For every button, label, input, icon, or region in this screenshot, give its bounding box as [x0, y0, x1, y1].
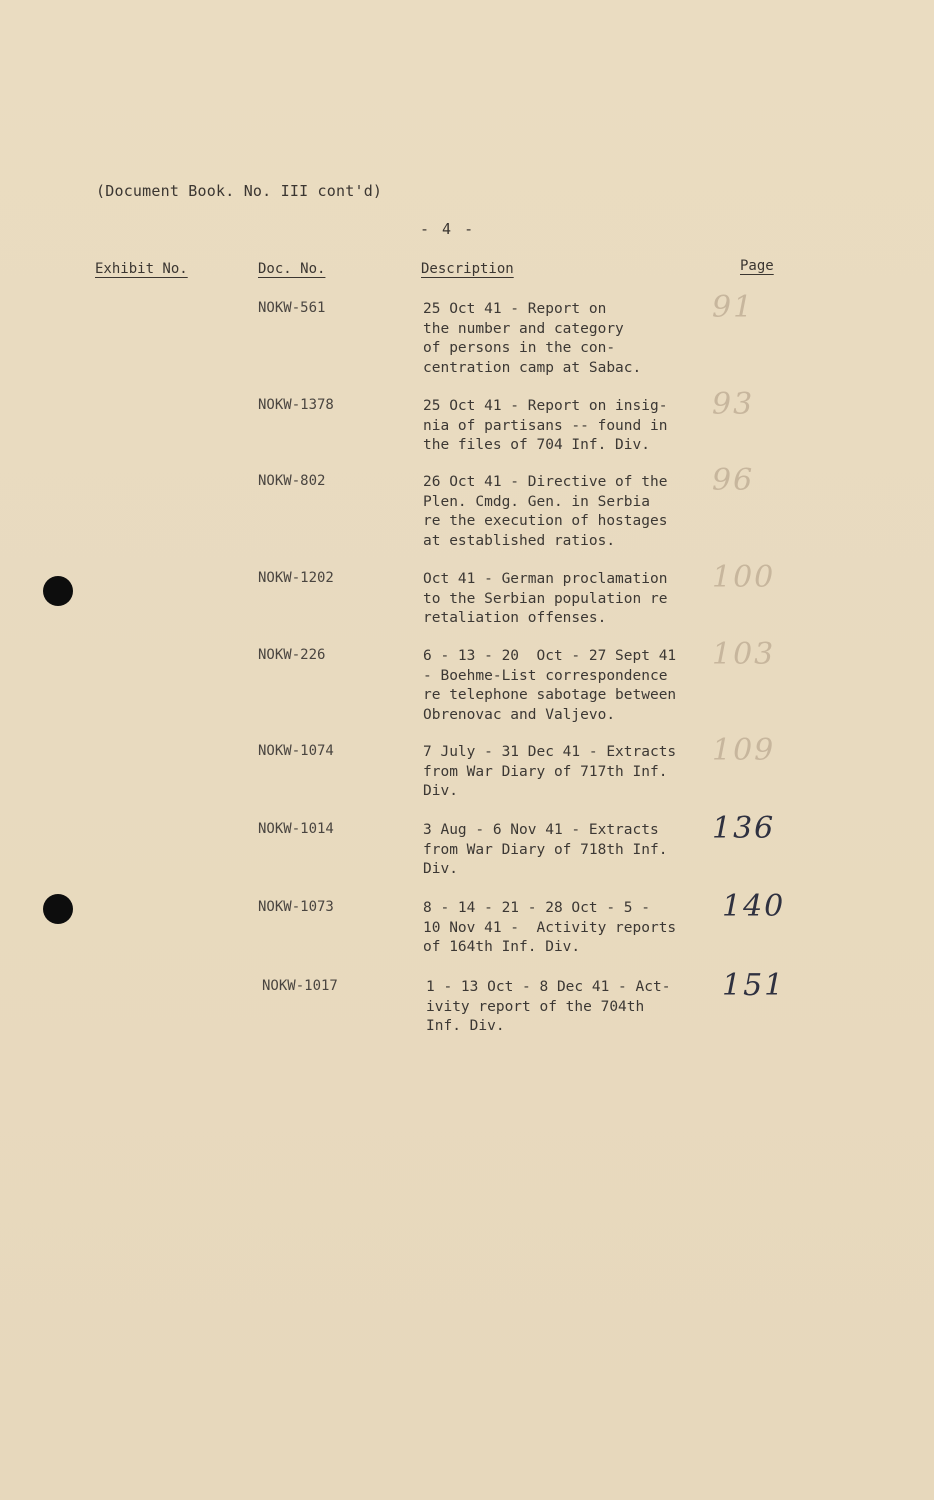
- punch-hole: [43, 894, 73, 924]
- handwritten-page-number: 93: [712, 387, 755, 422]
- description-line: 10 Nov 41 - Activity reports: [423, 919, 677, 936]
- doc-number: NOKW-1074: [258, 743, 334, 759]
- column-header-page: Page: [740, 258, 774, 274]
- description-line: Div.: [423, 861, 458, 877]
- handwritten-page-number: 100: [712, 560, 776, 595]
- column-header-description: Description: [421, 261, 514, 277]
- description-line: of persons in the con-: [423, 340, 616, 356]
- description-line: of 164th Inf. Div.: [423, 939, 581, 955]
- handwritten-page-number: 136: [712, 811, 776, 846]
- doc-number: NOKW-1014: [258, 821, 334, 837]
- description-line: at established ratios.: [423, 532, 616, 549]
- page-number: - 4 -: [420, 220, 476, 238]
- description-line: - Boehme-List correspondence: [423, 667, 668, 684]
- handwritten-page-number: 151: [722, 968, 786, 1003]
- description-line: centration camp at Sabac.: [423, 359, 642, 376]
- description: [423, 397, 723, 456]
- column-header-doc-no: Doc. No.: [258, 261, 326, 277]
- punch-hole: [43, 576, 73, 606]
- description-line: 8 - 14 - 21 - 28 Oct - 5 -: [423, 900, 650, 916]
- doc-number: NOKW-226: [258, 647, 326, 663]
- handwritten-page-number: 91: [712, 290, 755, 325]
- description-line: nia of partisans -- found in: [423, 417, 668, 434]
- description: [423, 647, 723, 725]
- description: [426, 978, 726, 1037]
- description-line: to the Serbian population re: [423, 590, 668, 607]
- doc-number: NOKW-1073: [258, 899, 334, 915]
- description: [423, 743, 723, 802]
- description-line: 3 Aug - 6 Nov 41 - Extracts: [423, 822, 659, 838]
- description-line: re telephone sabotage between: [423, 687, 677, 703]
- description: [423, 899, 723, 958]
- description-line: the files of 704 Inf. Div.: [423, 437, 650, 453]
- continuation-header: (Document Book. No. III cont'd): [96, 182, 383, 200]
- description-line: 7 July - 31 Dec 41 - Extracts: [423, 744, 677, 760]
- handwritten-page-number: 96: [712, 463, 755, 498]
- description-line: from War Diary of 717th Inf.: [423, 763, 668, 780]
- description-line: 25 Oct 41 - Report on: [423, 301, 607, 317]
- description: [423, 570, 723, 629]
- description-line: Plen. Cmdg. Gen. in Serbia: [423, 493, 650, 510]
- description: [423, 300, 723, 378]
- description-line: from War Diary of 718th Inf.: [423, 841, 668, 858]
- description-line: Oct 41 - German proclamation: [423, 571, 668, 587]
- doc-number: NOKW-1017: [262, 978, 338, 994]
- description-line: the number and category: [423, 320, 624, 337]
- doc-number: NOKW-561: [258, 300, 326, 316]
- doc-number: NOKW-802: [258, 473, 326, 489]
- description-line: re the execution of hostages: [423, 513, 668, 529]
- description-line: Inf. Div.: [426, 1018, 505, 1034]
- description-line: Div.: [423, 783, 458, 799]
- description-line: 26 Oct 41 - Directive of the: [423, 474, 668, 490]
- handwritten-page-number: 109: [712, 733, 776, 768]
- description: [423, 821, 723, 880]
- handwritten-page-number: 140: [722, 889, 786, 924]
- description-line: 25 Oct 41 - Report on insig-: [423, 398, 668, 414]
- column-header-exhibit-no: Exhibit No.: [95, 261, 188, 277]
- description-line: Obrenovac and Valjevo.: [423, 706, 616, 723]
- handwritten-page-number: 103: [712, 637, 776, 672]
- description-line: ivity report of the 704th: [426, 998, 645, 1015]
- doc-number: NOKW-1202: [258, 570, 334, 586]
- doc-number: NOKW-1378: [258, 397, 334, 413]
- description-line: 6 - 13 - 20 Oct - 27 Sept 41: [423, 648, 677, 664]
- description-line: retaliation offenses.: [423, 610, 607, 626]
- description-line: 1 - 13 Oct - 8 Dec 41 - Act-: [426, 979, 671, 995]
- description: [423, 473, 723, 551]
